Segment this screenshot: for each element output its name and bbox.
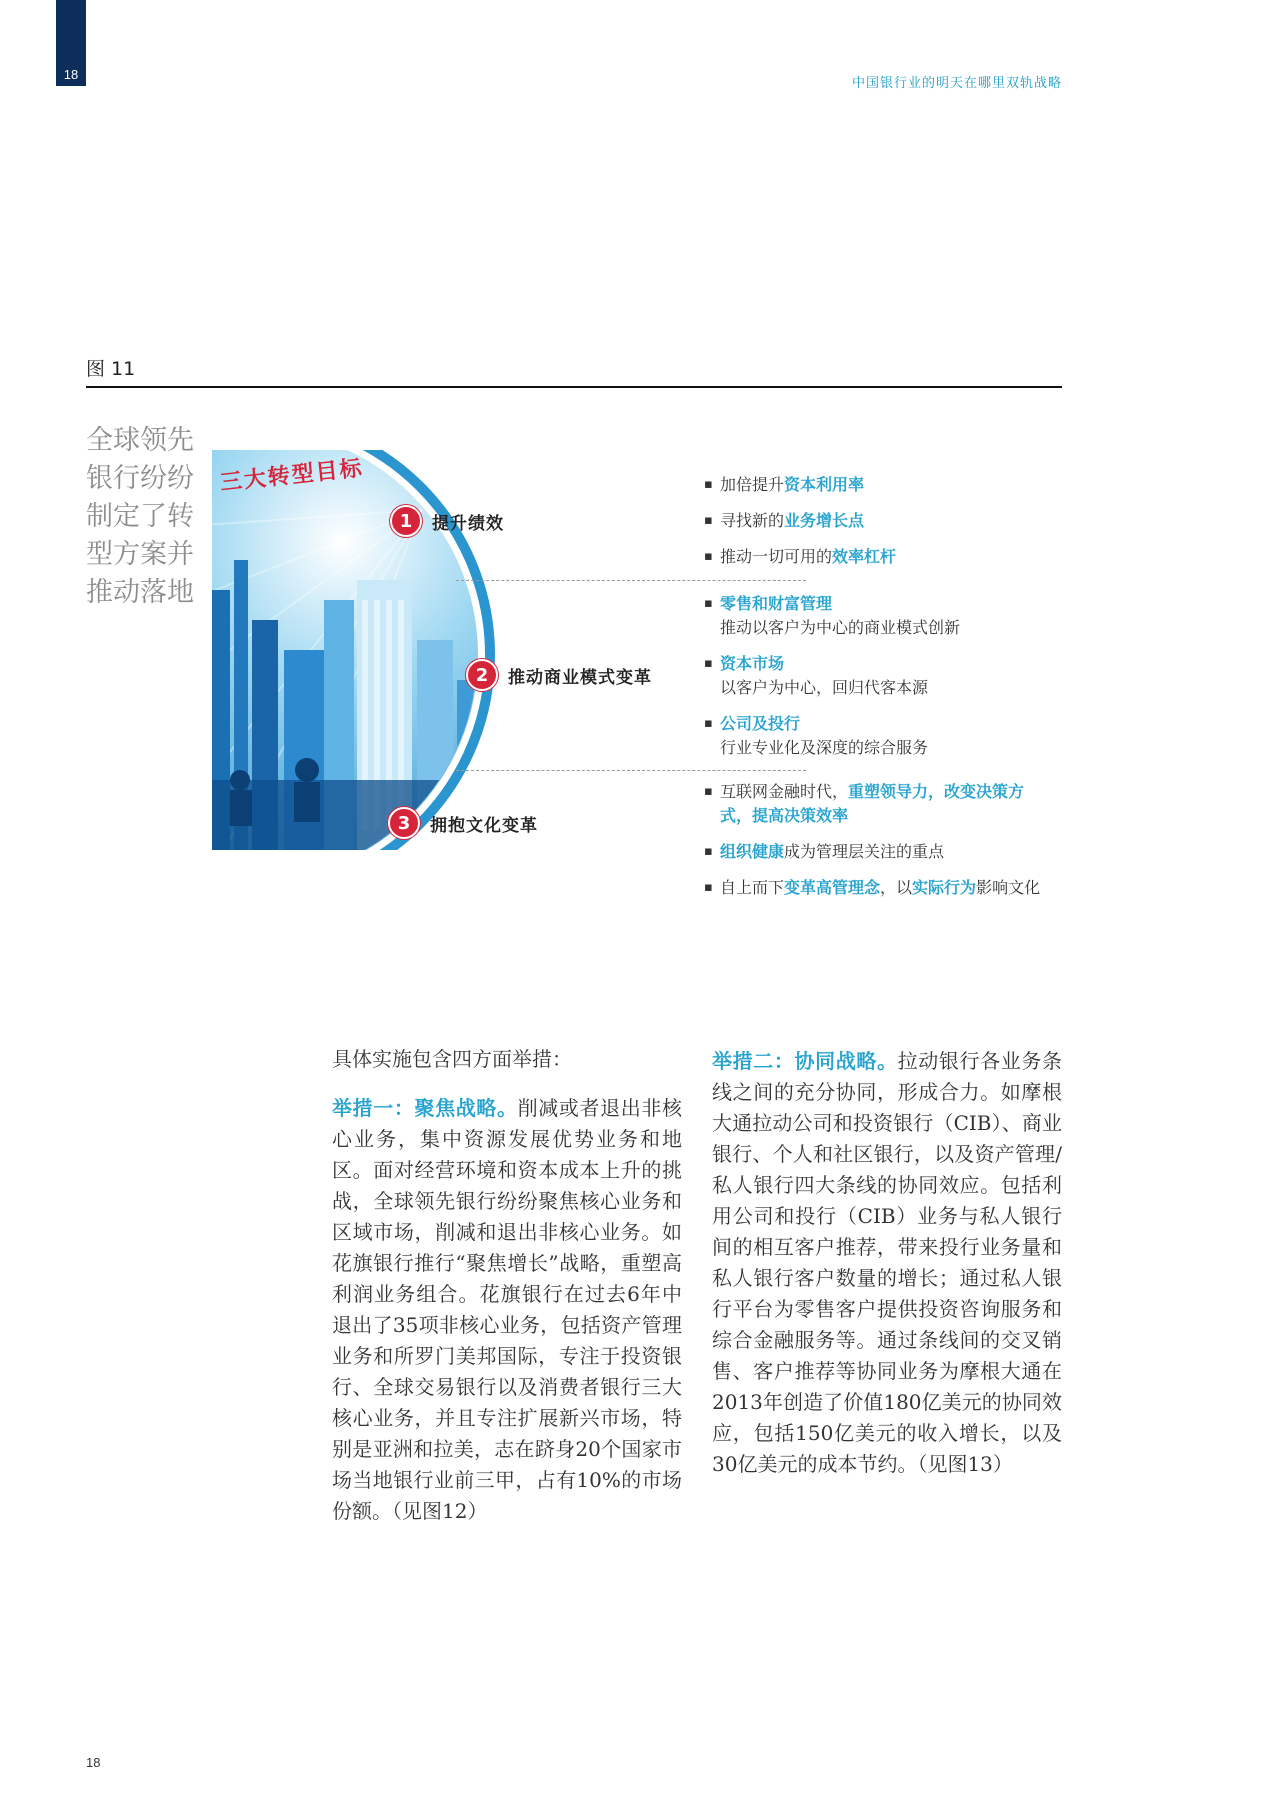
bullet-text: 以客户为中心，回归代客本源 bbox=[720, 678, 929, 697]
bullet-highlight: 重塑领导力，改变决策方式，提高决策效率 bbox=[720, 782, 1025, 825]
bullet-highlight: 资本利用率 bbox=[784, 475, 865, 494]
bullet-item bbox=[704, 712, 960, 760]
bullet-item bbox=[704, 592, 960, 640]
bullet-text: 推动一切可用的 bbox=[720, 547, 833, 566]
bullet-highlight: 公司及投行 bbox=[720, 714, 801, 733]
bullet-highlight: 实际行为 bbox=[912, 878, 977, 897]
bullet-text: 寻找新的 bbox=[720, 511, 785, 530]
figure-rule bbox=[86, 386, 1062, 388]
step-2 bbox=[466, 659, 652, 691]
running-header: 中国银行业的明天在哪里双轨战略 bbox=[851, 76, 1062, 91]
bullet-item bbox=[704, 545, 896, 569]
measure-2-text: 拉动银行各业务条线之间的充分协同，形成合力。如摩根大通拉动公司和投资银行（CIB）、商业银行、个人和社区银行，以及资产管理/私人银行四大条线的协同效应。包括利用公司和投行（CIB）业务与私人银行间的相互客户推荐，带来投行业务量和私人银行客户数量的增长；通过私人银行平台为零售客户提供投资咨询服务和综合金融服务等。通过条线间的交叉销售、客户推荐等协同业务为摩根大通在2013年创造了价值180亿美元的协同效应，包括150亿美元的收入增长，以及30亿美元的成本节约。（见图13） bbox=[712, 1049, 1062, 1476]
bullet-item bbox=[704, 473, 896, 497]
goal-3-bullets bbox=[704, 780, 1044, 900]
bullet-item bbox=[704, 652, 960, 700]
measure-1-lead: 举措一：聚焦战略。 bbox=[332, 1096, 518, 1120]
bullet-item bbox=[704, 876, 1044, 900]
bullet-text: 互联网金融时代， bbox=[720, 782, 849, 801]
goal-1-bullets bbox=[704, 473, 896, 569]
step-2-badge: 2 bbox=[466, 659, 498, 691]
bullet-highlight: 零售和财富管理 bbox=[720, 594, 833, 613]
bullet-highlight: 效率杠杆 bbox=[832, 547, 897, 566]
measure-1-paragraph bbox=[332, 1093, 682, 1527]
body-column-left bbox=[332, 1044, 682, 1545]
bullet-highlight: 变革高管理念 bbox=[784, 878, 881, 897]
step-3-label: 拥抱文化变革 bbox=[430, 815, 538, 836]
intro-paragraph: 具体实施包含四方面举措： bbox=[332, 1047, 572, 1071]
measure-2-lead: 举措二：协同战略。 bbox=[712, 1049, 898, 1073]
figure-label: 图 11 bbox=[86, 358, 136, 380]
side-quote: 全球领先银行纷纷制定了转型方案并推动落地 bbox=[86, 425, 194, 608]
divider-1 bbox=[456, 580, 806, 582]
goal-title: 三大转型目标 bbox=[218, 456, 365, 496]
bullet-highlight: 业务增长点 bbox=[784, 511, 865, 530]
bullet-item bbox=[704, 840, 1044, 864]
bullet-text: ，以 bbox=[880, 878, 913, 897]
step-1 bbox=[390, 505, 504, 537]
bullet-item bbox=[704, 509, 896, 533]
step-1-badge: 1 bbox=[390, 505, 422, 537]
bullet-text: 影响文化 bbox=[976, 878, 1041, 897]
divider-2 bbox=[456, 770, 806, 772]
bullet-item bbox=[704, 780, 1044, 828]
bullet-highlight: 资本市场 bbox=[720, 654, 785, 673]
body-column-right bbox=[712, 1046, 1062, 1498]
bullet-text: 推动以客户为中心的商业模式创新 bbox=[720, 618, 961, 637]
page-tab-number: 18 bbox=[63, 67, 79, 82]
measure-2-paragraph bbox=[712, 1046, 1062, 1480]
page-number: 18 bbox=[86, 1755, 101, 1770]
goal-2-bullets bbox=[704, 592, 960, 760]
bullet-text: 自上而下 bbox=[720, 878, 785, 897]
bullet-text: 加倍提升 bbox=[720, 475, 785, 494]
step-2-label: 推动商业模式变革 bbox=[508, 667, 652, 688]
step-3 bbox=[388, 807, 538, 839]
bullet-text: 成为管理层关注的重点 bbox=[784, 842, 945, 861]
measure-1-text: 削减或者退出非核心业务，集中资源发展优势业务和地区。面对经营环境和资本成本上升的挑战，全球领先银行纷纷聚焦核心业务和区域市场，削减和退出非核心业务。如花旗银行推行“聚焦增长”战略，重塑高利润业务组合。花旗银行在过去6年中退出了35项非核心业务，包括资产管理业务和所罗门美邦国际，专注于投资银行、全球交易银行以及消费者银行三大核心业务，并且专注扩展新兴市场，特别是亚洲和拉美，志在跻身20个国家市场当地银行业前三甲，占有10%的市场份额。（见图12） bbox=[332, 1096, 682, 1523]
step-1-label: 提升绩效 bbox=[432, 513, 504, 534]
bullet-text: 行业专业化及深度的综合服务 bbox=[720, 738, 929, 757]
step-3-badge: 3 bbox=[388, 807, 420, 839]
page-tab bbox=[56, 0, 86, 86]
bullet-highlight: 组织健康 bbox=[720, 842, 785, 861]
